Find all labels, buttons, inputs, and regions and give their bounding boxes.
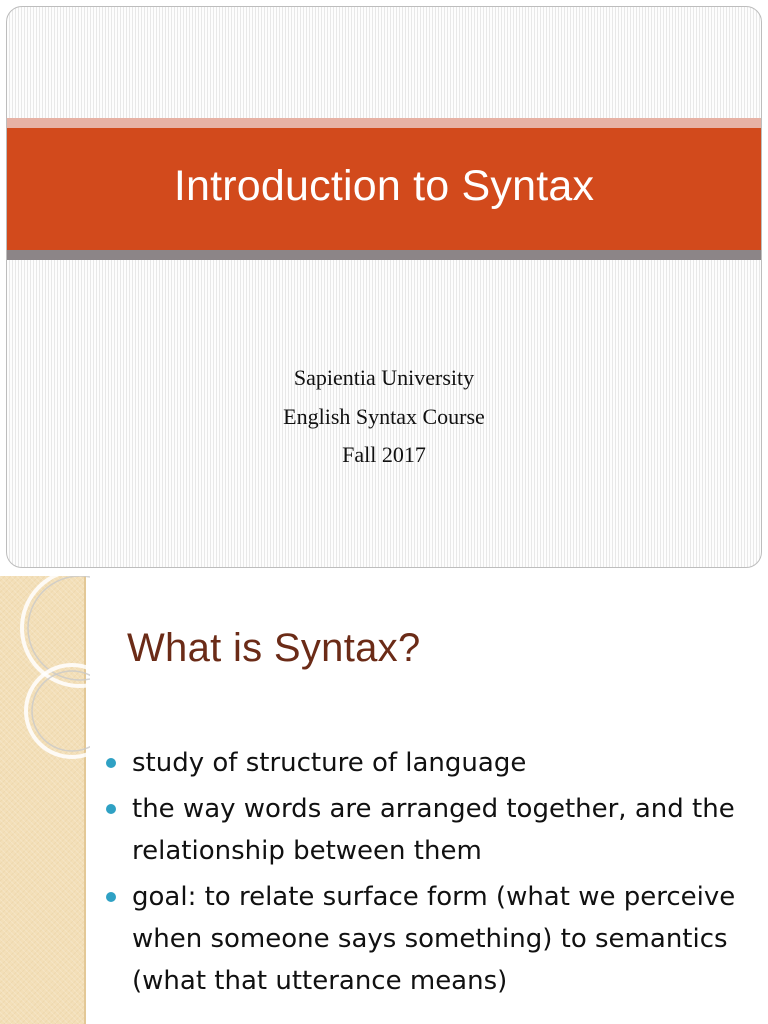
bullet-dot-icon xyxy=(106,892,116,902)
bullet-list xyxy=(106,742,746,1006)
bullet-text: the way words are arranged together, and the relationship between them xyxy=(132,794,735,866)
title-band xyxy=(7,128,761,250)
bullet-text: goal: to relate surface form (what we perceive when someone says something) to semantics (what that utterance means) xyxy=(132,882,736,996)
list-item xyxy=(106,742,746,784)
decorative-rings-icon xyxy=(0,576,90,776)
content-slide xyxy=(0,576,768,1024)
title-slide xyxy=(6,6,762,568)
slide-heading: What is Syntax? xyxy=(127,626,421,670)
title-strip-bottom xyxy=(7,250,761,260)
subtitle-term: Fall 2017 xyxy=(342,442,426,467)
title-strip-top xyxy=(7,118,761,128)
list-item xyxy=(106,788,746,872)
bullet-text: study of structure of language xyxy=(132,748,527,778)
subtitle-university: Sapientia University xyxy=(293,365,475,390)
slide-title: Introduction to Syntax xyxy=(173,161,595,210)
subtitle-course: English Syntax Course xyxy=(283,403,485,429)
bullet-dot-icon xyxy=(106,758,116,768)
subtitle-block xyxy=(7,359,761,475)
bullet-dot-icon xyxy=(106,804,116,814)
list-item xyxy=(106,876,746,1002)
